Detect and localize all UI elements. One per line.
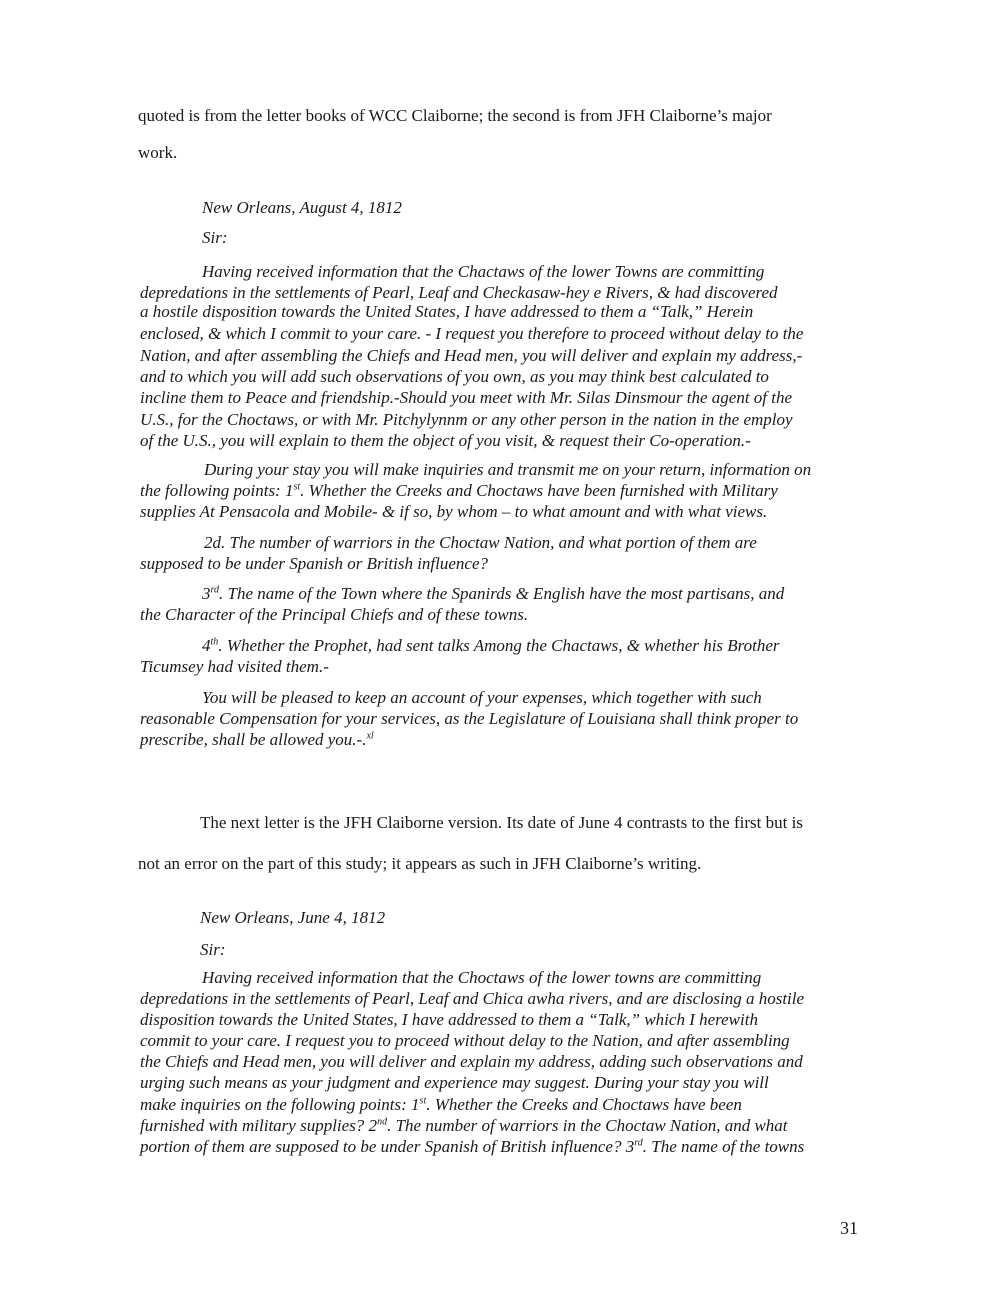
letter1-para1-line: depredations in the settlements of Pearl, Leaf and Checkasaw-hey e Rivers, & had discovered — [140, 283, 778, 302]
letter1-para1-line: incline them to Peace and friendship.-Should you meet with Mr. Silas Dinsmour the agent of the — [140, 388, 793, 407]
letter1-para4-line: the Character of the Principal Chiefs and of these towns. — [140, 605, 529, 624]
letter1-para1-line: and to which you will add such observations of you own, as you may think best calculated to — [140, 367, 769, 386]
letter1-para3-line: 2d. The number of warriors in the Choctaw Nation, and what portion of them are — [204, 533, 757, 552]
intro-line-2: work. — [138, 143, 178, 162]
letter2-line: portion of them are supposed to be under Spanish of British influence? 3rd. The name of the towns — [140, 1137, 805, 1156]
letter1-para1-line: U.S., for the Choctaws, or with Mr. Pitchylynnm or any other person in the nation in the employ — [140, 410, 793, 429]
transition-line-2: not an error on the part of this study; it appears as such in JFH Claiborne’s writing. — [138, 854, 702, 873]
letter1-para3-line: supposed to be under Spanish or British influence? — [140, 554, 489, 573]
letter1-para5-line: Ticumsey had visited them.- — [140, 657, 329, 676]
page-number: 31 — [840, 1218, 858, 1238]
letter2-line: the Chiefs and Head men, you will deliver and explain my address, adding such observations and — [140, 1052, 803, 1071]
letter1-para4-line: 3rd. The name of the Town where the Spanirds & English have the most partisans, and — [202, 584, 785, 603]
intro-line-1: quoted is from the letter books of WCC Claiborne; the second is from JFH Claiborne’s major — [138, 106, 772, 125]
letter1-para1-line: enclosed, & which I commit to your care. - I request you therefore to proceed without delay to the — [140, 324, 804, 343]
letter1-para2-line: During your stay you will make inquiries and transmit me on your return, information on — [204, 460, 812, 479]
letter1-para6-line: You will be pleased to keep an account of your expenses, which together with such — [202, 688, 762, 707]
letter2-line: depredations in the settlements of Pearl, Leaf and Chica awha rivers, and are disclosing a hostile — [140, 989, 805, 1008]
transition-line-1: The next letter is the JFH Claiborne version. Its date of June 4 contrasts to the first but is — [200, 813, 803, 832]
letter2-salutation: Sir: — [200, 940, 226, 959]
letter2-line: commit to your care. I request you to proceed without delay to the Nation, and after assembling — [140, 1031, 790, 1050]
letter1-salutation: Sir: — [202, 228, 228, 247]
letter1-para6-line: prescribe, shall be allowed you.-.$^{xl}$ — [140, 730, 374, 749]
letter1-dateline: New Orleans, August 4, 1812 — [202, 198, 402, 217]
letter1-para1-line: Nation, and after assembling the Chiefs and Head men, you will deliver and explain my address,- — [140, 346, 803, 365]
letter2-line: furnished with military supplies? 2nd. The number of warriors in the Choctaw Nation, and what — [140, 1116, 788, 1135]
letter1-para5-line: 4th. Whether the Prophet, had sent talks Among the Chactaws, & whether his Brother — [202, 636, 780, 655]
letter2-line: Having received information that the Choctaws of the lower towns are committing — [202, 968, 762, 987]
letter1-para6-line: reasonable Compensation for your services, as the Legislature of Louisiana shall think proper to — [140, 709, 799, 728]
letter2-line: make inquiries on the following points: 1st. Whether the Creeks and Choctaws have been — [140, 1095, 742, 1114]
letter1-para2-line: supplies At Pensacola and Mobile- & if so, by whom – to what amount and with what views. — [140, 502, 768, 521]
letter1-para1-line: a hostile disposition towards the United States, I have addressed to them a “Talk,” Herein — [140, 302, 754, 321]
letter2-line: disposition towards the United States, I have addressed to them a “Talk,” which I herewith — [140, 1010, 758, 1029]
letter2-dateline: New Orleans, June 4, 1812 — [200, 908, 386, 927]
letter1-para1-line: of the U.S., you will explain to them the object of you visit, & request their Co-operation.- — [140, 431, 751, 450]
letter2-line: urging such means as your judgment and experience may suggest. During your stay you will — [140, 1073, 769, 1092]
letter1-para1-line: Having received information that the Chactaws of the lower Towns are committing — [202, 262, 765, 281]
letter1-para2-line: the following points: 1st. Whether the Creeks and Choctaws have been furnished with Military — [140, 481, 778, 500]
